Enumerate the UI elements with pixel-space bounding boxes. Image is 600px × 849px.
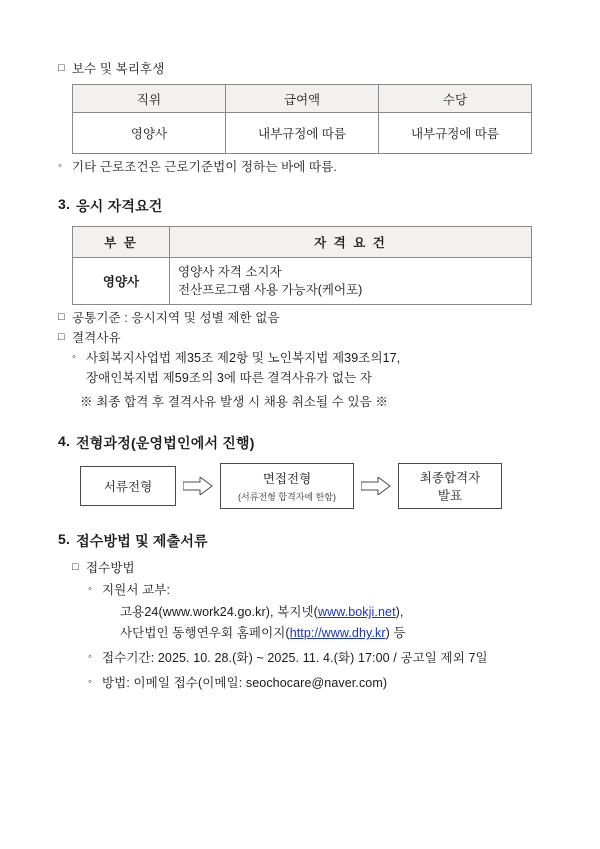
application-method-row bbox=[72, 559, 548, 577]
application-submission-row bbox=[88, 674, 548, 692]
common-criteria-row bbox=[58, 309, 548, 327]
dhy-homepage-link[interactable]: http://www.dhy.kr bbox=[289, 626, 386, 640]
qual-col-requirement: 자 격 요 건 bbox=[170, 227, 532, 258]
square-bullet-icon: □ bbox=[58, 62, 65, 74]
circle-bullet-icon: ◦ bbox=[88, 583, 92, 595]
pay-col-allowance: 수당 bbox=[379, 85, 532, 113]
process-flow-diagram bbox=[80, 463, 548, 509]
qualification-table-wrap bbox=[72, 226, 532, 305]
qualification-table bbox=[72, 226, 532, 305]
flow-step-3-label-2: 발표 bbox=[437, 489, 463, 503]
table-row bbox=[73, 258, 532, 305]
pay-note-row bbox=[58, 158, 548, 176]
disqualification-item-2: 장애인복지법 제59조의 3에 따른 결격사유가 없는 자 bbox=[86, 371, 373, 385]
pay-col-position: 직위 bbox=[73, 85, 226, 113]
section4-title: 전형과정(운영법인에서 진행) bbox=[76, 435, 255, 451]
application-method-heading: 접수방법 bbox=[86, 561, 135, 575]
arrow-icon bbox=[176, 477, 220, 495]
section4-heading-row bbox=[58, 433, 548, 453]
disqualification-heading-row bbox=[58, 329, 548, 347]
section4-number: 4. bbox=[58, 433, 71, 449]
pay-note: 기타 근로조건은 근로기준법이 정하는 바에 따름. bbox=[72, 160, 337, 174]
flow-step-1-label: 서류전형 bbox=[103, 480, 153, 494]
flow-step-interview bbox=[220, 463, 354, 509]
qual-col-part: 부 문 bbox=[73, 227, 170, 258]
pay-table bbox=[72, 84, 532, 154]
pay-cell-position: 영양사 bbox=[73, 113, 226, 154]
disqualification-item-row bbox=[72, 349, 548, 367]
square-bullet-icon: □ bbox=[58, 331, 65, 343]
bokji-net-link[interactable]: www.bokji.net bbox=[317, 605, 396, 619]
pay-cell-allowance: 내부규정에 따름 bbox=[379, 113, 532, 154]
disqualification-item-1: 사회복지사업법 제35조 제2항 및 노인복지법 제39조의17, bbox=[86, 351, 401, 365]
disqualification-warning: ※ 최종 합격 후 결격사유 발생 시 채용 취소될 수 있음 ※ bbox=[80, 395, 389, 409]
circle-bullet-icon: ◦ bbox=[88, 651, 92, 663]
application-form-row bbox=[88, 581, 548, 599]
pay-heading-row bbox=[58, 60, 548, 78]
pay-heading: 보수 및 복리후생 bbox=[72, 62, 165, 76]
square-bullet-icon: □ bbox=[58, 311, 65, 323]
qual-req-line-2: 전산프로그램 사용 가능자(케어포) bbox=[178, 283, 363, 297]
section3-heading-row bbox=[58, 196, 548, 216]
circle-bullet-icon: ◦ bbox=[72, 351, 76, 363]
section5-heading-row bbox=[58, 531, 548, 551]
flow-step-2-label: 면접전형 bbox=[262, 472, 312, 486]
circle-bullet-icon: ◦ bbox=[58, 160, 62, 172]
application-period-text: 접수기간: 2025. 10. 28.(화) ~ 2025. 11. 4.(화) 17:00 / 공고일 제외 7일 bbox=[102, 651, 488, 665]
application-submission-text: 방법: 이메일 접수(이메일: seochocare@naver.com) bbox=[102, 676, 388, 690]
section5-title: 접수방법 및 제출서류 bbox=[76, 533, 208, 549]
form-line1-part3: ), bbox=[395, 605, 404, 619]
square-bullet-icon: □ bbox=[72, 561, 79, 573]
flow-step-3-label: 최종합격자 bbox=[419, 471, 481, 485]
qual-cell-part: 영양사 bbox=[73, 258, 170, 305]
pay-cell-salary: 내부규정에 따름 bbox=[226, 113, 379, 154]
form-line2-part1: 사단법인 동행연우회 홈페이지( bbox=[120, 626, 290, 640]
circle-bullet-icon: ◦ bbox=[88, 676, 92, 688]
table-header-row bbox=[73, 227, 532, 258]
application-period-row bbox=[88, 649, 548, 667]
disqualification-heading: 결격사유 bbox=[72, 331, 121, 345]
application-form-label: 지원서 교부: bbox=[102, 583, 171, 597]
application-form-line-2 bbox=[120, 624, 548, 642]
section5-number: 5. bbox=[58, 531, 71, 547]
form-line1-part1: 고용24(www.work24.go.kr), 복지넷( bbox=[120, 605, 318, 619]
common-criteria-text: 공통기준 : 응시지역 및 성별 제한 없음 bbox=[72, 311, 280, 325]
section3-title: 응시 자격요건 bbox=[76, 198, 163, 214]
qual-req-line-1: 영양사 자격 소지자 bbox=[178, 265, 282, 279]
pay-table-wrap bbox=[72, 84, 532, 154]
arrow-icon bbox=[354, 477, 398, 495]
flow-step-document-screening bbox=[80, 466, 176, 506]
pay-col-salary: 급여액 bbox=[226, 85, 379, 113]
section3-number: 3. bbox=[58, 196, 71, 212]
flow-step-2-note: (서류전형 합격자에 한함) bbox=[238, 492, 336, 502]
qual-cell-requirement bbox=[170, 258, 532, 305]
application-form-line-1 bbox=[120, 603, 548, 621]
table-row bbox=[73, 113, 532, 154]
table-header-row bbox=[73, 85, 532, 113]
document-content bbox=[58, 60, 548, 692]
form-line2-part3: ) 등 bbox=[385, 626, 406, 640]
flow-step-final-announcement bbox=[398, 463, 502, 509]
